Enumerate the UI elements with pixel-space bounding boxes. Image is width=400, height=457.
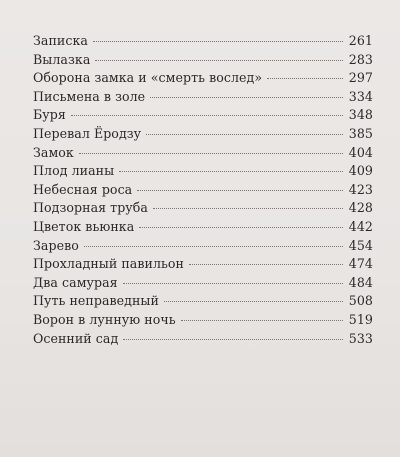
toc-entry-page-number: 297 [348,70,373,86]
dot-leader [123,339,343,340]
toc-entry-page-number: 442 [348,218,373,234]
toc-entry [33,238,373,257]
toc-entry-page-number: 454 [348,237,373,253]
dot-leader [153,208,343,209]
toc-entry-title: Путь неправедный [33,293,159,309]
toc-entry [33,126,373,145]
toc-entry-title: Осенний сад [33,330,119,346]
dot-leader [150,97,343,98]
dot-leader [119,171,343,172]
toc-entry-page-number: 261 [348,33,373,48]
toc-entry [33,182,373,201]
toc-entry-title: Ворон в лунную ночь [33,311,176,327]
toc-entry-page-number: 428 [348,200,373,216]
toc-entry-page-number: 409 [348,163,373,179]
toc-entry-page-number: 348 [348,107,373,123]
toc-entry-title: Два самурая [33,274,118,290]
toc-entry [33,52,373,71]
toc-entry-page-number: 334 [348,88,373,104]
toc-entry-title: Буря [33,107,66,123]
dot-leader [95,60,342,61]
toc-entry-title: Записка [33,33,88,48]
toc-entry-title: Плод лианы [33,163,115,179]
toc-entry-title: Перевал Ёродзу [33,125,142,141]
toc-entry [33,312,373,331]
toc-entry [33,331,373,350]
toc-entry-page-number: 508 [348,293,373,309]
dot-leader [267,78,343,79]
toc-entry-title: Вылазка [33,51,91,67]
toc-entry [33,107,373,126]
toc-entry [33,163,373,182]
toc-entry-title: Цветок вьюнка [33,218,135,234]
toc-entry [33,200,373,219]
toc-entry [33,89,373,108]
dot-leader [137,190,343,191]
toc-entry-page-number: 533 [348,330,373,346]
toc-entry-page-number: 404 [348,144,373,160]
toc-entry-page-number: 519 [348,311,373,327]
dot-leader [164,301,343,302]
dot-leader [84,246,343,247]
dot-leader [79,153,343,154]
toc-entry [33,70,373,89]
toc-entry-title: Небесная роса [33,181,133,197]
dot-leader [146,134,343,135]
dot-leader [189,264,343,265]
toc-entry-page-number: 385 [348,125,373,141]
dot-leader [123,283,343,284]
toc-entry-title: Оборона замка и «смерть вослед» [33,70,263,86]
toc-entry [33,256,373,275]
toc-entry-title: Письмена в золе [33,88,146,104]
toc-entry [33,145,373,164]
table-of-contents [33,33,373,349]
dot-leader [181,320,343,321]
toc-entry [33,275,373,294]
toc-entry-title: Подзорная труба [33,200,148,216]
toc-entry-page-number: 474 [348,256,373,272]
toc-entry-title: Прохладный павильон [33,256,184,272]
toc-entry [33,293,373,312]
toc-entry-page-number: 283 [348,51,373,67]
toc-entry-title: Замок [33,144,74,160]
toc-entry [33,33,373,52]
toc-entry-page-number: 484 [348,274,373,290]
toc-entry-title: Зарево [33,237,79,253]
dot-leader [139,227,343,228]
dot-leader [71,115,343,116]
toc-entry [33,219,373,238]
dot-leader [93,41,343,42]
toc-entry-page-number: 423 [348,181,373,197]
